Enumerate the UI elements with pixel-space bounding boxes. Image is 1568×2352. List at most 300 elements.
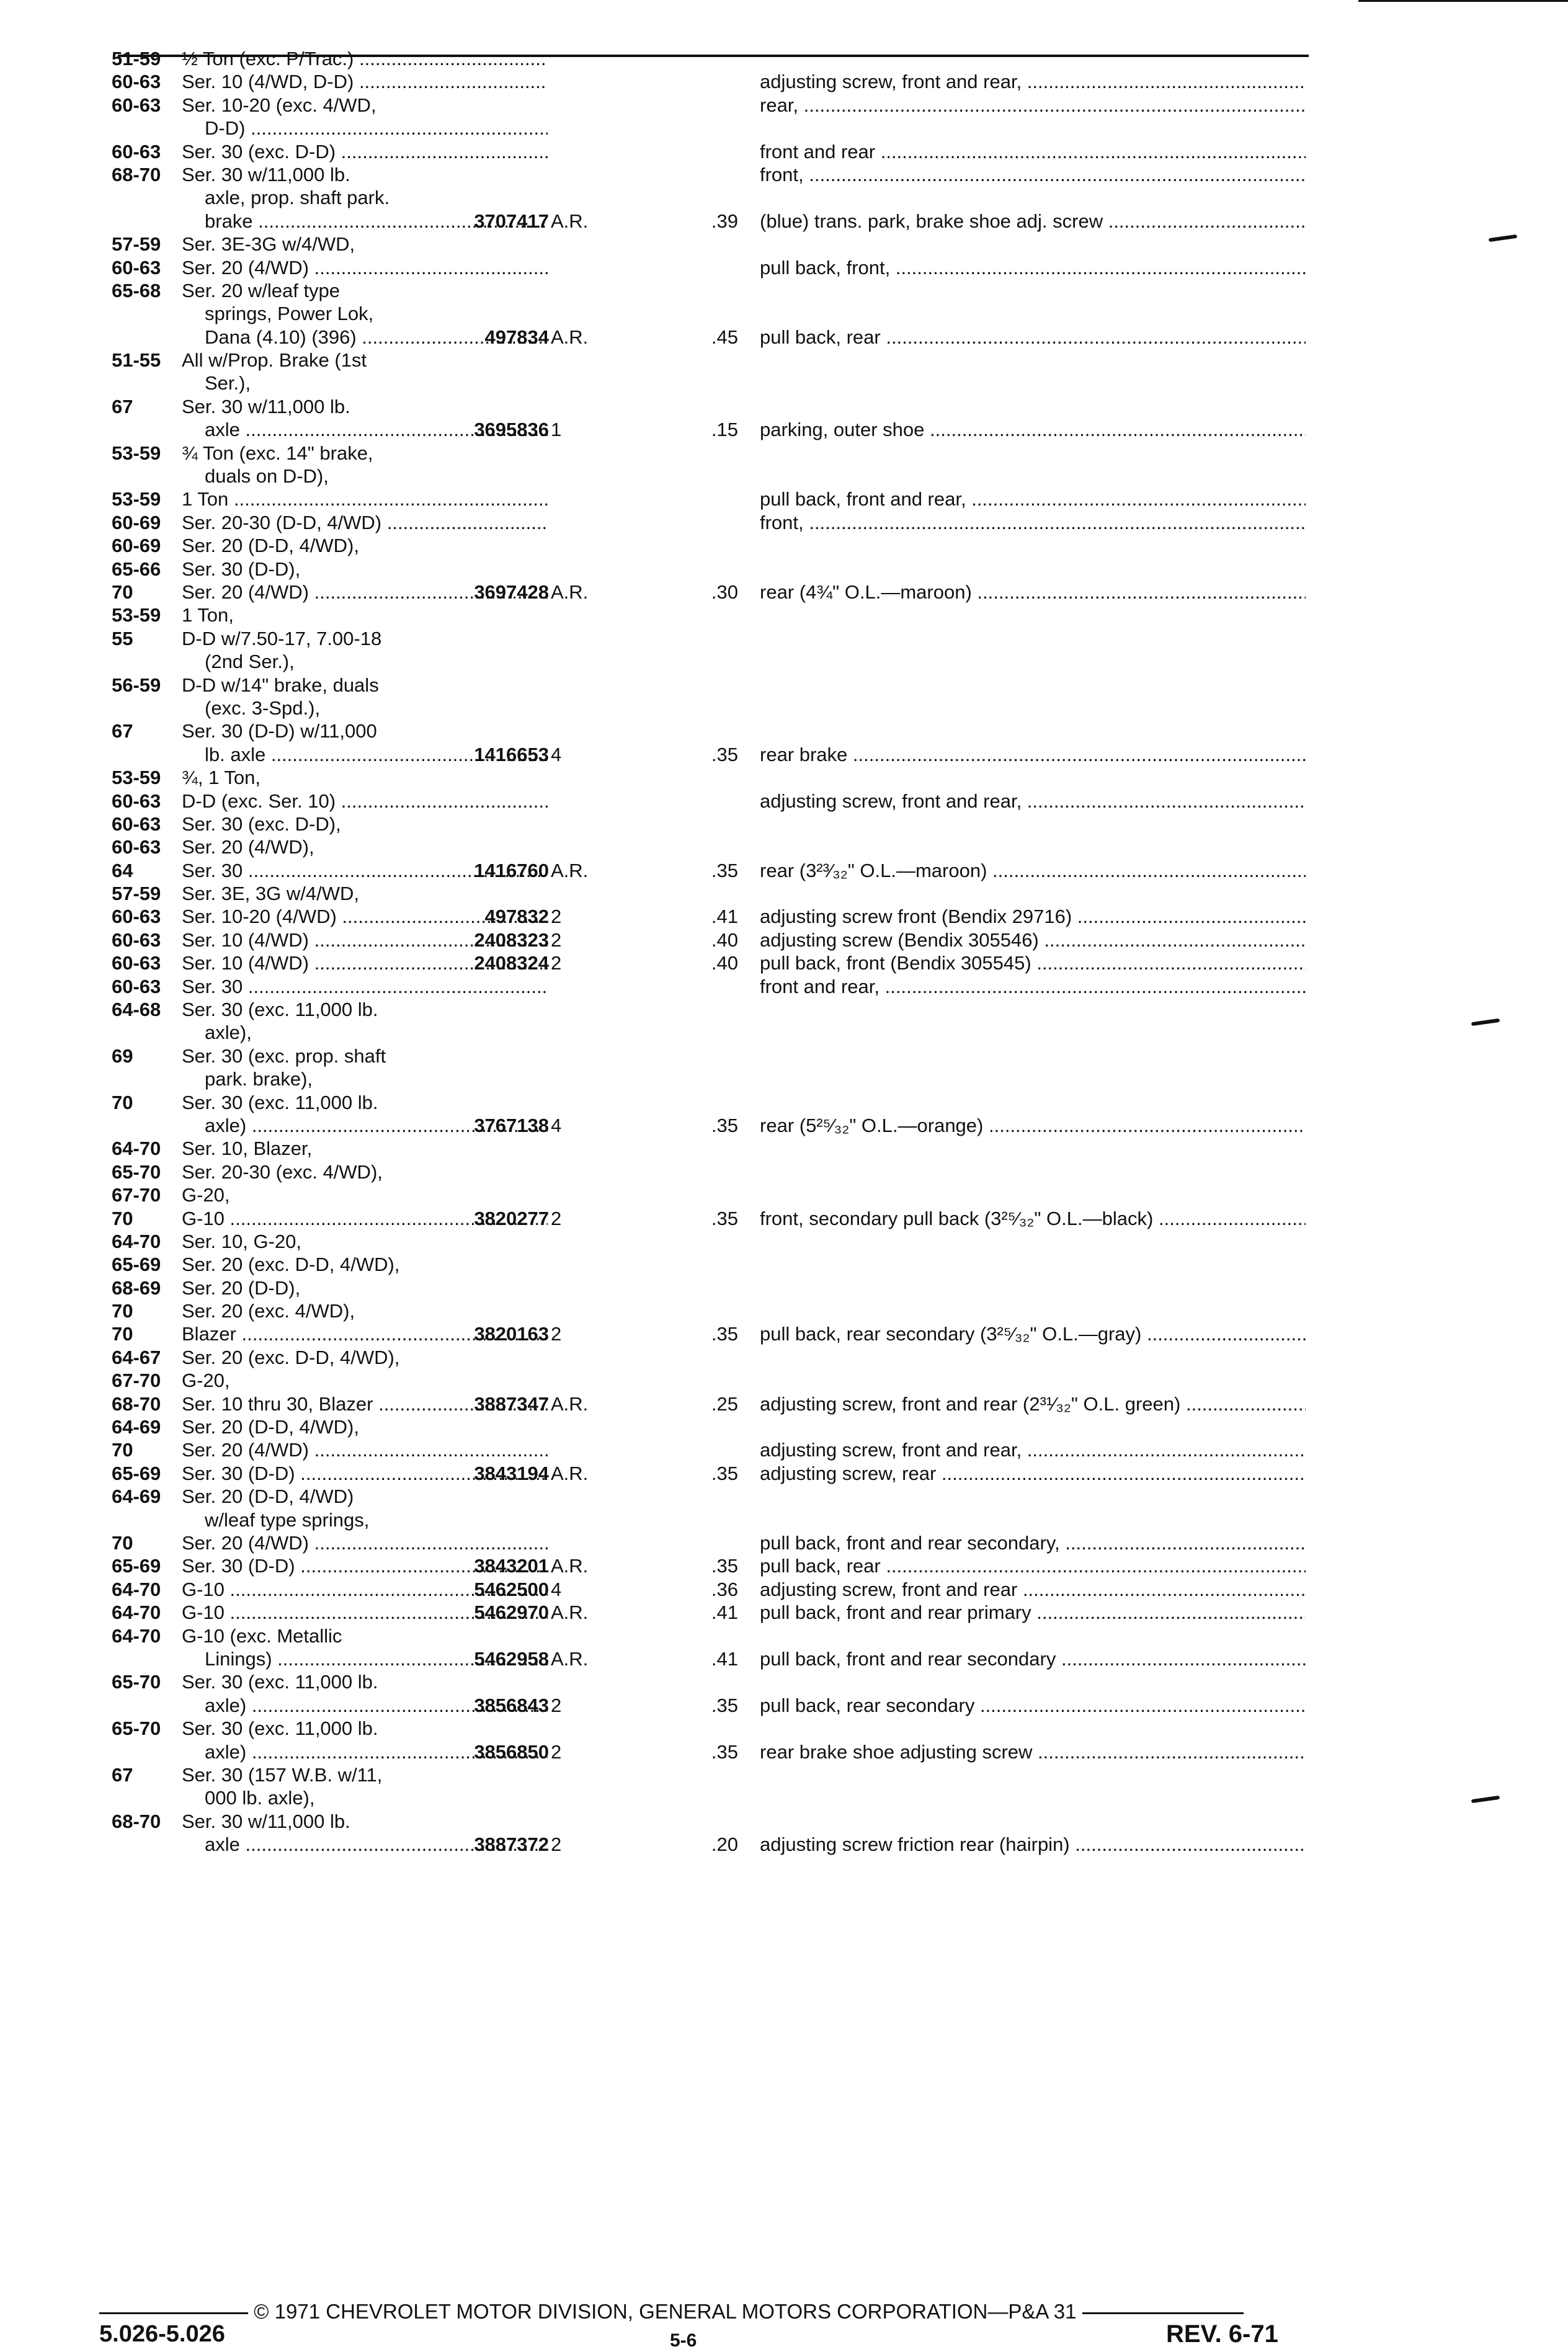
price: .39	[711, 210, 738, 232]
part-name: rear brake shoe adjusting screw .....	[760, 1740, 1306, 1763]
year-range: 64-67	[112, 1346, 161, 1368]
part-name: pull back, rear secondary (3²⁵⁄₃₂" O.L.—gray) .....	[760, 1322, 1306, 1345]
part-name: pull back, front, .....	[760, 256, 1306, 279]
model-description: Ser. 20 (D-D, 4/WD),	[182, 1416, 359, 1438]
price: .25	[711, 1392, 738, 1415]
part-name: front, .....	[760, 511, 1306, 534]
model-description: D-D (exc. Ser. 10) .....	[182, 790, 548, 813]
model-description: D-D w/7.50-17, 7.00-18	[182, 627, 382, 649]
table-row	[93, 349, 1309, 372]
table-row	[93, 1508, 1309, 1531]
year-range: 70	[112, 1300, 133, 1322]
model-description: Ser. 10 (4/WD) .....	[182, 929, 548, 951]
part-name: pull back, front and rear secondary .....	[760, 1647, 1306, 1670]
model-description: Ser. 10 (4/WD, D-D) .....	[182, 70, 548, 93]
table-row	[93, 47, 1309, 70]
price: .35	[711, 743, 738, 765]
model-description: Ser. 20 (D-D, 4/WD)	[182, 1486, 354, 1508]
part-name: front, .....	[760, 163, 1306, 186]
model-description: ½ Ton (exc. P/Trac.) .....	[182, 47, 548, 70]
model-description: Ser. 30 (D-D) w/11,000	[182, 720, 377, 742]
table-row	[93, 279, 1309, 302]
table-row	[93, 1207, 1309, 1230]
model-description: Ser. 20 (4/WD) .....	[182, 1531, 548, 1554]
model-description: lb. axle .....	[205, 743, 548, 766]
quantity: A.R.	[551, 1555, 589, 1577]
model-description: G-20,	[182, 1370, 230, 1392]
table-row	[93, 1346, 1309, 1369]
table-row	[93, 395, 1309, 418]
year-range: 65-70	[112, 1671, 161, 1693]
model-description: Ser. 30 .....	[182, 859, 548, 882]
table-row	[93, 882, 1309, 905]
model-description: 000 lb. axle),	[205, 1787, 315, 1809]
part-number: 3707417	[474, 210, 549, 232]
price: .35	[711, 1462, 738, 1484]
part-number: 3820163	[474, 1323, 549, 1345]
table-row	[93, 1531, 1309, 1554]
year-range: 64	[112, 859, 133, 881]
model-description: ¾ Ton (exc. 14" brake,	[182, 442, 373, 464]
quantity: 2	[551, 1833, 562, 1856]
table-row	[93, 1763, 1309, 1786]
table-row	[93, 1183, 1309, 1206]
model-description: axle) .....	[205, 1740, 548, 1763]
year-range: 55	[112, 627, 133, 649]
quantity: 2	[551, 929, 562, 951]
year-range: 70	[112, 1532, 133, 1554]
model-description: axle .....	[205, 418, 548, 441]
year-range: 64-69	[112, 1486, 161, 1508]
model-description: Ser. 10-20 (4/WD) .....	[182, 905, 548, 928]
model-description: Ser. 20 (D-D),	[182, 1276, 301, 1299]
table-row	[93, 70, 1309, 93]
year-range: 69	[112, 1045, 133, 1067]
quantity: A.R.	[551, 581, 589, 603]
model-description: G-10 .....	[182, 1207, 548, 1230]
part-number: 3843201	[474, 1555, 549, 1577]
part-number: 3887347	[474, 1392, 549, 1415]
table-row	[93, 511, 1309, 534]
model-description: 1 Ton,	[182, 604, 234, 626]
part-name: front, secondary pull back (3²⁵⁄₃₂" O.L.—black) .....	[760, 1207, 1306, 1230]
page-number: 5-6	[670, 2330, 697, 2351]
part-name: front and rear .....	[760, 140, 1306, 163]
year-range: 60-63	[112, 256, 161, 278]
quantity: A.R.	[551, 326, 589, 348]
year-range: 57-59	[112, 883, 161, 905]
year-range: 53-59	[112, 767, 161, 789]
part-name: pull back, front and rear secondary, .....	[760, 1531, 1306, 1554]
part-number: 2408324	[474, 952, 549, 974]
year-range: 64-70	[112, 1230, 161, 1252]
model-description: Ser. 30 (exc. 11,000 lb.	[182, 1671, 378, 1693]
year-range: 67	[112, 720, 133, 742]
model-description: Ser. 30 (D-D) .....	[182, 1554, 548, 1577]
table-row	[93, 1276, 1309, 1299]
table-row	[93, 1462, 1309, 1485]
part-name: adjusting screw (Bendix 305546) .....	[760, 929, 1306, 951]
model-description: Ser. 30 (exc. 11,000 lb.	[182, 1717, 378, 1740]
year-range: 60-63	[112, 836, 161, 858]
quantity: 4	[551, 743, 562, 765]
copyright-line	[99, 2300, 1296, 2323]
part-name: pull back, front and rear primary .....	[760, 1601, 1306, 1624]
table-row	[93, 1021, 1309, 1044]
model-description: Ser. 10 (4/WD) .....	[182, 951, 548, 974]
model-description: ¾, 1 Ton,	[182, 767, 261, 789]
copyright-text: © 1971 CHEVROLET MOTOR DIVISION, GENERAL MOTORS CORPORATION—P&A 31	[254, 2300, 1077, 2323]
model-description: Ser. 30 w/11,000 lb.	[182, 163, 350, 185]
table-row	[93, 627, 1309, 650]
table-row	[93, 1114, 1309, 1137]
table-row	[93, 674, 1309, 697]
year-range: 65-69	[112, 1555, 161, 1577]
table-row	[93, 1160, 1309, 1183]
quantity: 2	[551, 1207, 562, 1229]
model-description: D-D w/14" brake, duals	[182, 674, 379, 696]
table-row	[93, 1392, 1309, 1415]
table-row	[93, 859, 1309, 882]
table-row	[93, 743, 1309, 766]
part-name: adjusting screw front (Bendix 29716) .....	[760, 905, 1306, 928]
price: .35	[711, 1555, 738, 1577]
model-description: brake .....	[205, 210, 548, 233]
part-number: 3697428	[474, 581, 549, 603]
table-row	[93, 905, 1309, 928]
model-description: w/leaf type springs,	[205, 1508, 370, 1531]
model-description: Ser. 30 .....	[182, 975, 548, 998]
year-range: 65-69	[112, 1462, 161, 1484]
year-range: 53-59	[112, 442, 161, 464]
table-row	[93, 1299, 1309, 1322]
group-range: 5.026-5.026	[99, 2321, 225, 2347]
year-range: 67-70	[112, 1184, 161, 1206]
table-row	[93, 1137, 1309, 1160]
table-row	[93, 1647, 1309, 1670]
quantity: A.R.	[551, 1601, 589, 1624]
year-range: 60-63	[112, 71, 161, 93]
year-range: 68-70	[112, 1810, 161, 1832]
scan-mark	[1471, 1796, 1500, 1803]
year-range: 60-63	[112, 140, 161, 163]
model-description: Ser. 20-30 (D-D, 4/WD) .....	[182, 511, 548, 534]
table-row	[93, 1322, 1309, 1345]
part-number: 1416653	[474, 743, 549, 765]
part-name: rear, .....	[760, 94, 1306, 117]
part-number: 1416760	[474, 859, 549, 881]
year-range: 60-63	[112, 975, 161, 997]
table-row	[93, 604, 1309, 626]
price: .41	[711, 906, 738, 928]
table-row	[93, 1601, 1309, 1624]
part-number: 5462958	[474, 1647, 549, 1670]
model-description: Ser. 30 (exc. prop. shaft	[182, 1045, 386, 1067]
model-description: Ser. 3E, 3G w/4/WD,	[182, 883, 359, 905]
year-range: 65-66	[112, 558, 161, 580]
part-name: pull back, front and rear, .....	[760, 488, 1306, 510]
year-range: 57-59	[112, 233, 161, 256]
model-description: axle),	[205, 1022, 252, 1044]
part-name: parking, outer shoe .....	[760, 418, 1306, 441]
footer-rule-right	[1082, 2312, 1244, 2314]
quantity: A.R.	[551, 1392, 589, 1415]
part-number: 497834	[484, 326, 549, 348]
part-name: pull back, rear .....	[760, 326, 1306, 349]
part-name: pull back, front (Bendix 305545) .....	[760, 951, 1306, 974]
model-description: springs, Power Lok,	[205, 303, 374, 325]
price: .30	[711, 581, 738, 603]
model-description: Ser. 20-30 (exc. 4/WD),	[182, 1160, 383, 1183]
table-row	[93, 210, 1309, 233]
price: .15	[711, 419, 738, 441]
model-description: G-10 (exc. Metallic	[182, 1624, 342, 1647]
quantity: 2	[551, 1740, 562, 1763]
year-range: 60-63	[112, 952, 161, 974]
table-row	[93, 1624, 1309, 1647]
year-range: 60-63	[112, 906, 161, 928]
part-number: 5462500	[474, 1578, 549, 1600]
price: .40	[711, 952, 738, 974]
part-number: 5462970	[474, 1601, 549, 1624]
model-description: Ser. 20 (exc. D-D, 4/WD),	[182, 1346, 400, 1368]
model-description: Ser. 20 (D-D, 4/WD),	[182, 535, 359, 557]
model-description: 1 Ton .....	[182, 488, 548, 510]
table-row	[93, 790, 1309, 813]
year-range: 68-70	[112, 1392, 161, 1415]
year-range: 51-55	[112, 349, 161, 372]
quantity: 2	[551, 1694, 562, 1716]
quantity: A.R.	[551, 1647, 589, 1670]
part-name: rear (5²⁵⁄₃₂" O.L.—orange) .....	[760, 1114, 1306, 1137]
year-range: 65-70	[112, 1717, 161, 1740]
quantity: 4	[551, 1114, 562, 1136]
part-number: 3856843	[474, 1694, 549, 1716]
quantity: 1	[551, 419, 562, 441]
table-row	[93, 1810, 1309, 1833]
model-description: (exc. 3-Spd.),	[205, 697, 321, 719]
part-name: pull back, rear .....	[760, 1554, 1306, 1577]
table-row	[93, 1740, 1309, 1763]
quantity: A.R.	[551, 859, 589, 881]
table-row	[93, 813, 1309, 835]
part-number: 497832	[484, 906, 549, 928]
year-range: 64-70	[112, 1601, 161, 1624]
model-description: Ser. 20 (4/WD) .....	[182, 1438, 548, 1461]
price: .40	[711, 929, 738, 951]
table-row	[93, 256, 1309, 279]
model-description: Ser. 20 w/leaf type	[182, 279, 341, 301]
model-description: Ser. 20 (4/WD),	[182, 836, 314, 858]
table-row	[93, 929, 1309, 951]
year-range: 70	[112, 1207, 133, 1229]
part-number: 3856850	[474, 1740, 549, 1763]
part-name: adjusting screw, front and rear, .....	[760, 790, 1306, 813]
part-number: 3843194	[474, 1462, 549, 1484]
quantity: A.R.	[551, 210, 589, 232]
price: .35	[711, 1694, 738, 1716]
model-description: Ser. 30 (157 W.B. w/11,	[182, 1763, 383, 1786]
table-row	[93, 534, 1309, 557]
model-description: Ser. 10 thru 30, Blazer .....	[182, 1392, 548, 1415]
table-row	[93, 1694, 1309, 1717]
table-row	[93, 302, 1309, 325]
year-range: 65-68	[112, 279, 161, 301]
year-range: 70	[112, 581, 133, 603]
model-description: Ser. 10, G-20,	[182, 1230, 301, 1252]
quantity: 2	[551, 906, 562, 928]
quantity: 2	[551, 952, 562, 974]
model-description: G-20,	[182, 1184, 230, 1206]
quantity: 2	[551, 1323, 562, 1345]
table-row	[93, 951, 1309, 974]
part-name: adjusting screw, rear .....	[760, 1462, 1306, 1485]
table-row	[93, 94, 1309, 117]
year-range: 51-59	[112, 48, 161, 69]
table-row	[93, 1485, 1309, 1508]
table-row	[93, 998, 1309, 1021]
price: .41	[711, 1647, 738, 1670]
model-description: Ser. 30 (D-D),	[182, 558, 301, 580]
year-range: 64-70	[112, 1624, 161, 1647]
price: .45	[711, 326, 738, 348]
model-description: duals on D-D),	[205, 465, 329, 488]
table-row	[93, 372, 1309, 394]
price: .35	[711, 859, 738, 881]
part-name: (blue) trans. park, brake shoe adj. screw .....	[760, 210, 1306, 233]
table-row	[93, 1230, 1309, 1253]
model-description: axle, prop. shaft park.	[205, 187, 390, 209]
part-number: 3767138	[474, 1114, 549, 1136]
model-description: G-10 .....	[182, 1601, 548, 1624]
table-row	[93, 186, 1309, 209]
table-row	[93, 1045, 1309, 1067]
year-range: 64-69	[112, 1416, 161, 1438]
year-range: 68-70	[112, 163, 161, 185]
part-name: rear brake .....	[760, 743, 1306, 766]
price: .35	[711, 1740, 738, 1763]
table-row	[93, 1578, 1309, 1601]
table-row	[93, 1670, 1309, 1693]
model-description: Ser. 10-20 (exc. 4/WD,	[182, 94, 376, 116]
model-description: axle) .....	[205, 1114, 548, 1137]
model-description: Ser. 20 (4/WD) .....	[182, 256, 548, 279]
table-row	[93, 488, 1309, 510]
table-row	[93, 140, 1309, 163]
scan-mark	[1471, 1018, 1500, 1026]
part-number: 2408323	[474, 929, 549, 951]
table-row	[93, 558, 1309, 581]
price: .41	[711, 1601, 738, 1624]
part-name: adjusting screw, front and rear, .....	[760, 1438, 1306, 1461]
table-row	[93, 766, 1309, 789]
table-row	[93, 1415, 1309, 1438]
model-description: (2nd Ser.),	[205, 651, 295, 673]
table-row	[93, 1438, 1309, 1461]
model-description: Ser. 30 (exc. D-D) .....	[182, 140, 548, 163]
table-row	[93, 1091, 1309, 1114]
model-description: All w/Prop. Brake (1st	[182, 349, 367, 372]
model-description: Ser. 30 (exc. 11,000 lb.	[182, 999, 378, 1021]
price: .20	[711, 1833, 738, 1856]
part-number: 3887372	[474, 1833, 549, 1856]
table-row	[93, 1369, 1309, 1392]
part-name: pull back, rear secondary .....	[760, 1694, 1306, 1717]
price: .35	[711, 1207, 738, 1229]
year-range: 70	[112, 1323, 133, 1345]
part-number: 3820277	[474, 1207, 549, 1229]
year-range: 67	[112, 1763, 133, 1786]
year-range: 65-70	[112, 1160, 161, 1183]
model-description: Dana (4.10) (396) .....	[205, 326, 548, 349]
year-range: 56-59	[112, 674, 161, 696]
model-description: Ser. 30 (exc. D-D),	[182, 813, 341, 835]
table-row	[93, 117, 1309, 140]
table-row	[93, 233, 1309, 256]
model-description: Ser. 20 (4/WD) .....	[182, 581, 548, 604]
model-description: Ser. 20 (exc. D-D, 4/WD),	[182, 1254, 400, 1276]
year-range: 60-63	[112, 790, 161, 812]
table-row	[93, 650, 1309, 673]
model-description: Ser.),	[205, 372, 251, 394]
year-range: 65-69	[112, 1254, 161, 1276]
model-description: Ser. 30 (exc. 11,000 lb.	[182, 1091, 378, 1113]
year-range: 67-70	[112, 1370, 161, 1392]
year-range: 64-68	[112, 999, 161, 1021]
model-description: Ser. 30 w/11,000 lb.	[182, 395, 350, 417]
price: .35	[711, 1114, 738, 1136]
model-description: park. brake),	[205, 1068, 313, 1090]
part-name: front and rear, .....	[760, 975, 1306, 998]
year-range: 67	[112, 395, 133, 417]
model-description: Linings) .....	[205, 1647, 548, 1670]
part-name: rear (3²³⁄₃₂" O.L.—maroon) .....	[760, 859, 1306, 882]
footer-rule-left	[99, 2312, 248, 2314]
model-description: axle) .....	[205, 1694, 548, 1717]
table-row	[93, 1253, 1309, 1276]
year-range: 60-69	[112, 511, 161, 533]
model-description: Ser. 10, Blazer,	[182, 1138, 313, 1160]
table-row	[93, 1554, 1309, 1577]
table-row	[93, 581, 1309, 604]
year-range: 60-63	[112, 94, 161, 116]
table-row	[93, 418, 1309, 441]
table-row	[93, 1067, 1309, 1090]
part-name: adjusting screw, front and rear .....	[760, 1578, 1306, 1601]
part-name: adjusting screw friction rear (hairpin) .....	[760, 1833, 1306, 1856]
model-description: D-D) .....	[205, 117, 548, 140]
year-range: 60-63	[112, 813, 161, 835]
parts-table	[93, 47, 1309, 1856]
model-description: Ser. 20 (exc. 4/WD),	[182, 1300, 355, 1322]
year-range: 64-70	[112, 1138, 161, 1160]
table-row	[93, 326, 1309, 349]
model-description: Ser. 30 w/11,000 lb.	[182, 1810, 350, 1832]
year-range: 70	[112, 1439, 133, 1461]
part-name: adjusting screw, front and rear, .....	[760, 70, 1306, 93]
model-description: Ser. 30 (D-D) .....	[182, 1462, 548, 1485]
part-name: adjusting screw, front and rear (2³¹⁄₃₂" O.L. green) .....	[760, 1392, 1306, 1415]
year-range: 70	[112, 1091, 133, 1113]
scan-mark	[1489, 234, 1517, 242]
year-range: 60-69	[112, 535, 161, 557]
model-description: Blazer .....	[182, 1322, 548, 1345]
part-number: 3695836	[474, 419, 549, 441]
year-range: 60-63	[112, 929, 161, 951]
table-row	[93, 835, 1309, 858]
revision: REV. 6-71	[1166, 2320, 1278, 2348]
table-row	[93, 975, 1309, 998]
